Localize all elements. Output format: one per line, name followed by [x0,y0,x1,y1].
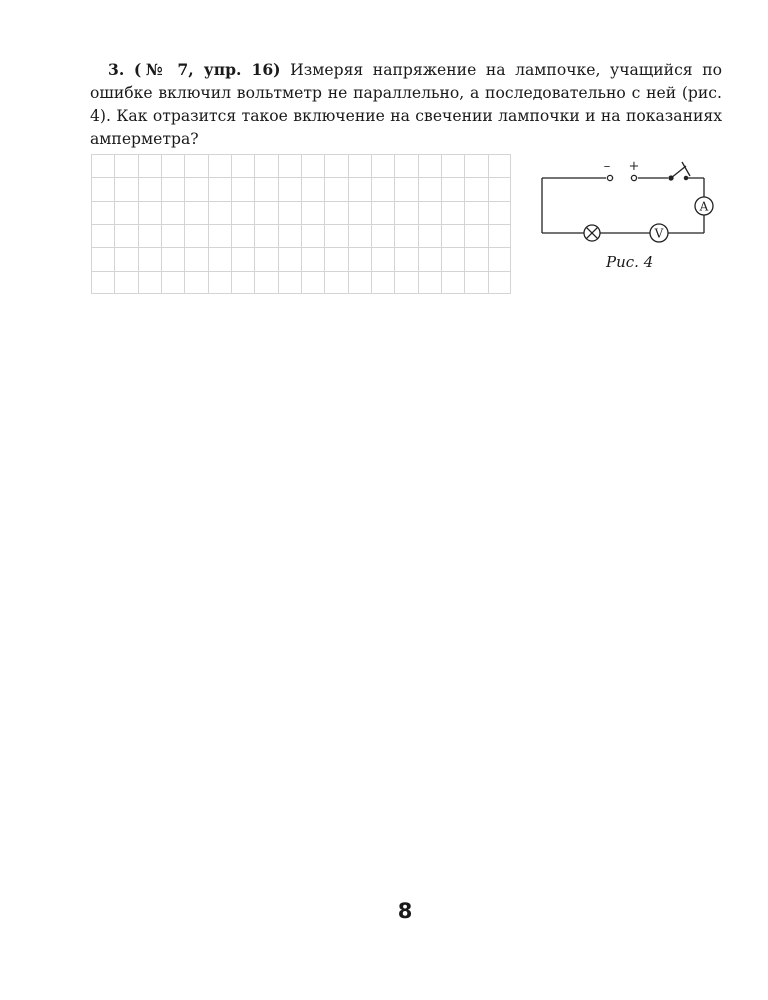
answer-grid [91,154,511,294]
task-text: Измеряя напряжение на лампочке, учащийся по ошибке включил вольтметр не параллельно, а последовательно с ней (рис. 4). Как отразится такое включение на свечении лампочки и на показаниях амперметра? [90,61,722,148]
terminal-plus-label: + [628,159,640,174]
terminal-minus-icon [607,175,612,180]
terminal-plus-icon [631,175,636,180]
switch-lever-icon [671,166,686,178]
figure-caption: Рис. 4 [606,253,654,271]
task-number: 3. [108,60,125,79]
task-reference: (№ 7, упр. 16) [133,60,281,79]
terminal-minus-label: – [603,159,611,174]
task-3 [90,58,722,151]
page-number: 8 [397,899,413,923]
ammeter-label: A [699,199,709,214]
voltmeter-label: V [654,226,664,241]
